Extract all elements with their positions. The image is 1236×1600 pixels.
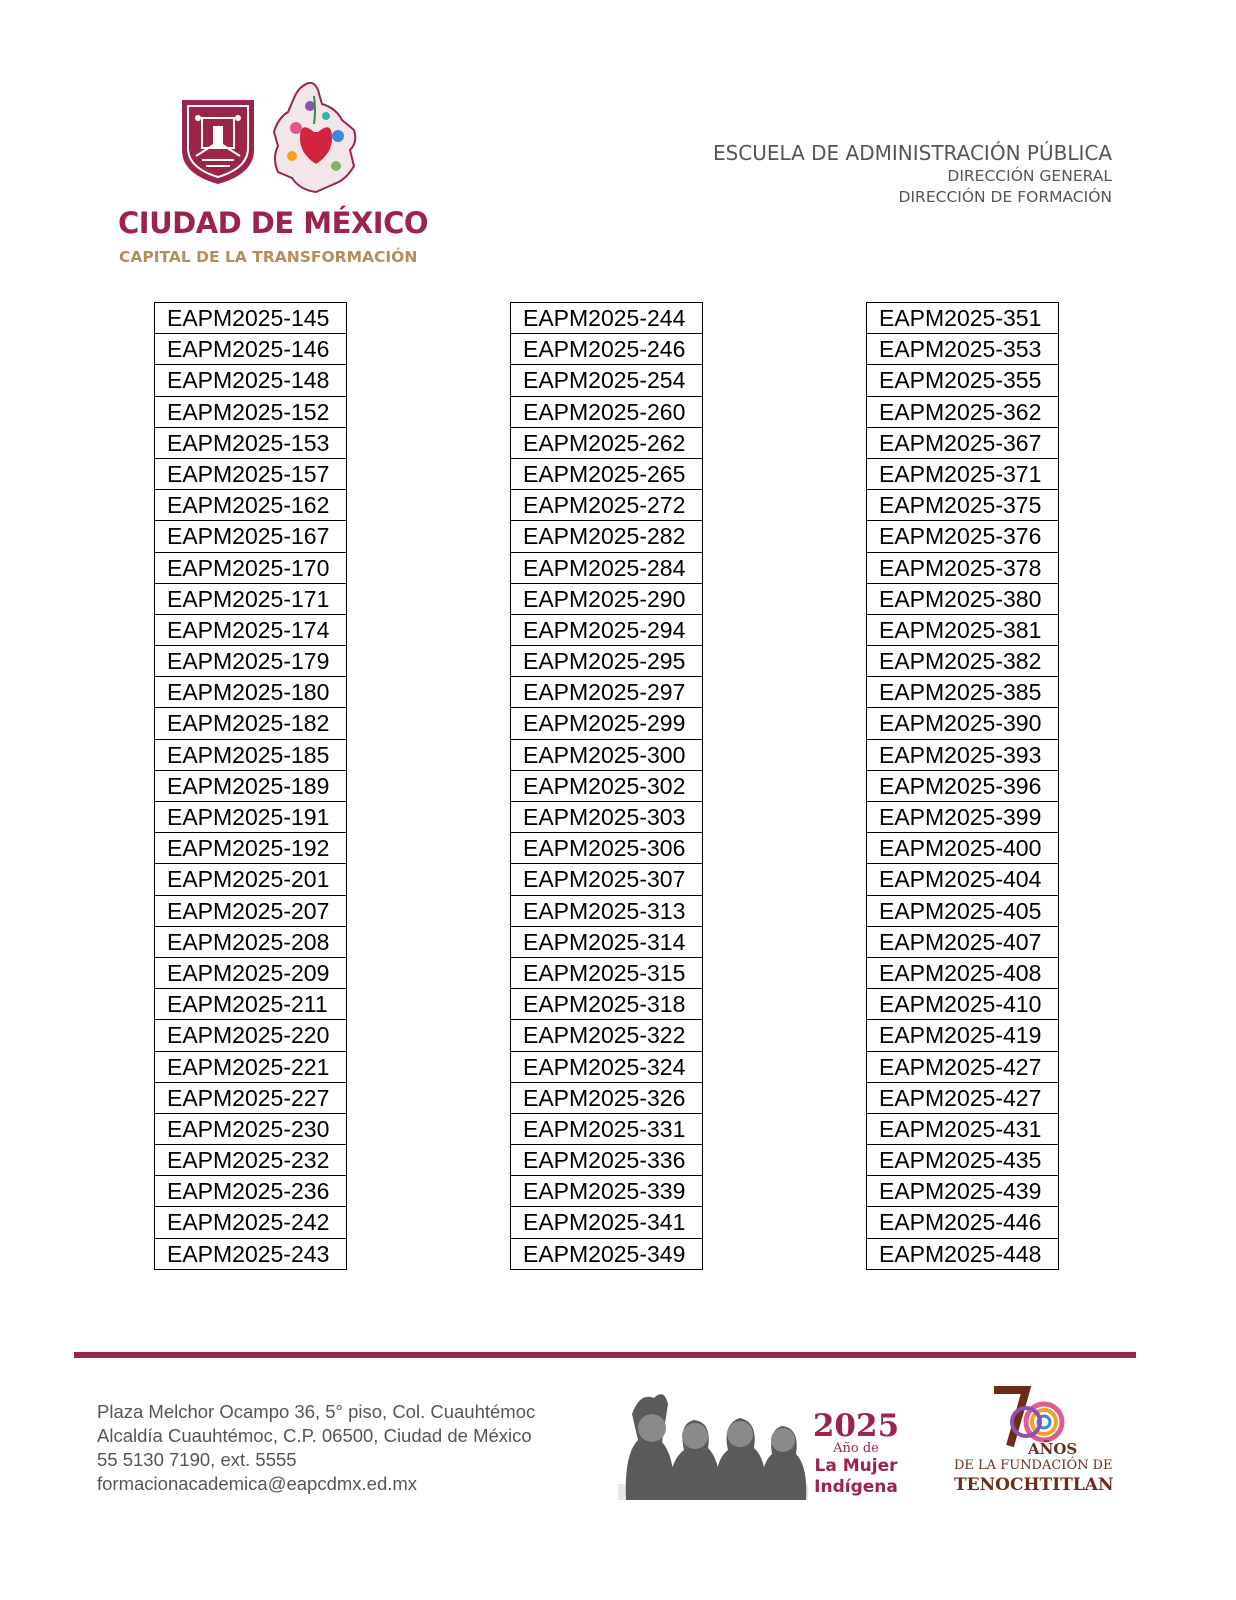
folio-cell: EAPM2025-324 — [511, 1052, 702, 1083]
folio-cell: EAPM2025-174 — [155, 615, 346, 646]
folio-cell: EAPM2025-294 — [511, 615, 702, 646]
footer-divider — [74, 1352, 1136, 1358]
folio-cell: EAPM2025-431 — [867, 1114, 1058, 1145]
folio-cell: EAPM2025-300 — [511, 740, 702, 771]
folio-cell: EAPM2025-284 — [511, 553, 702, 584]
badge-line-3: Indígena — [814, 1477, 898, 1497]
folio-column-2 — [510, 302, 703, 1270]
folio-cell: EAPM2025-326 — [511, 1083, 702, 1114]
folio-cell: EAPM2025-355 — [867, 365, 1058, 396]
folio-cell: EAPM2025-232 — [155, 1145, 346, 1176]
folio-cell: EAPM2025-405 — [867, 896, 1058, 927]
folio-cell: EAPM2025-171 — [155, 584, 346, 615]
badge-line-1: Año de — [833, 1441, 879, 1456]
folio-cell: EAPM2025-191 — [155, 802, 346, 833]
folio-cell: EAPM2025-339 — [511, 1176, 702, 1207]
indigenous-women-portraits-image — [618, 1384, 808, 1500]
cdmx-map-emblem-icon — [270, 80, 358, 194]
folio-cell: EAPM2025-313 — [511, 896, 702, 927]
folio-cell: EAPM2025-189 — [155, 771, 346, 802]
folio-cell: EAPM2025-290 — [511, 584, 702, 615]
folio-cell: EAPM2025-303 — [511, 802, 702, 833]
badge-line-2: La Mujer — [814, 1456, 898, 1476]
institution-header — [713, 140, 1112, 208]
folio-cell: EAPM2025-207 — [155, 896, 346, 927]
folio-cell: EAPM2025-446 — [867, 1207, 1058, 1238]
city-name: CIUDAD DE MÉXICO — [118, 206, 429, 240]
anniversary-line-3: TENOCHTITLAN — [954, 1475, 1114, 1495]
folio-cell: EAPM2025-185 — [155, 740, 346, 771]
folio-cell: EAPM2025-322 — [511, 1020, 702, 1051]
folio-cell: EAPM2025-385 — [867, 677, 1058, 708]
folio-cell: EAPM2025-353 — [867, 334, 1058, 365]
folio-cell: EAPM2025-318 — [511, 989, 702, 1020]
address-line-2: Alcaldía Cuauhtémoc, C.P. 06500, Ciudad de México — [97, 1425, 532, 1446]
folio-cell: EAPM2025-404 — [867, 864, 1058, 895]
folio-cell: EAPM2025-439 — [867, 1176, 1058, 1207]
folio-cell: EAPM2025-167 — [155, 521, 346, 552]
folio-cell: EAPM2025-302 — [511, 771, 702, 802]
folio-cell: EAPM2025-182 — [155, 708, 346, 739]
folio-cell: EAPM2025-153 — [155, 428, 346, 459]
folio-cell: EAPM2025-244 — [511, 303, 702, 334]
folio-cell: EAPM2025-375 — [867, 490, 1058, 521]
folio-cell: EAPM2025-390 — [867, 708, 1058, 739]
folio-cell: EAPM2025-208 — [155, 927, 346, 958]
folio-cell: EAPM2025-427 — [867, 1052, 1058, 1083]
folio-cell: EAPM2025-148 — [155, 365, 346, 396]
folio-cell: EAPM2025-380 — [867, 584, 1058, 615]
anniversary-line-2: DE LA FUNDACIÓN DE — [954, 1458, 1113, 1473]
folio-cell: EAPM2025-220 — [155, 1020, 346, 1051]
folio-cell: EAPM2025-295 — [511, 646, 702, 677]
folio-cell: EAPM2025-408 — [867, 958, 1058, 989]
folio-cell: EAPM2025-341 — [511, 1207, 702, 1238]
folio-cell: EAPM2025-180 — [155, 677, 346, 708]
folio-cell: EAPM2025-381 — [867, 615, 1058, 646]
folio-cell: EAPM2025-399 — [867, 802, 1058, 833]
city-tagline: CAPITAL DE LA TRANSFORMACIÓN — [119, 248, 418, 266]
folio-cell: EAPM2025-297 — [511, 677, 702, 708]
folio-cell: EAPM2025-427 — [867, 1083, 1058, 1114]
contact-address — [97, 1400, 535, 1496]
email-address: formacionacademica@eapcdmx.ed.mx — [97, 1473, 418, 1494]
cdmx-shield-icon — [180, 98, 256, 186]
folio-cell: EAPM2025-371 — [867, 459, 1058, 490]
folio-cell: EAPM2025-162 — [155, 490, 346, 521]
folio-cell: EAPM2025-349 — [511, 1239, 702, 1270]
folio-cell: EAPM2025-242 — [155, 1207, 346, 1238]
folio-cell: EAPM2025-201 — [155, 864, 346, 895]
folio-cell: EAPM2025-367 — [867, 428, 1058, 459]
folio-cell: EAPM2025-152 — [155, 397, 346, 428]
folio-cell: EAPM2025-362 — [867, 397, 1058, 428]
folio-cell: EAPM2025-170 — [155, 553, 346, 584]
folio-cell: EAPM2025-227 — [155, 1083, 346, 1114]
badge-year: 2025 — [812, 1408, 900, 1444]
folio-cell: EAPM2025-400 — [867, 833, 1058, 864]
folio-cell: EAPM2025-336 — [511, 1145, 702, 1176]
folio-column-3 — [866, 302, 1059, 1270]
folio-cell: EAPM2025-376 — [867, 521, 1058, 552]
folio-cell: EAPM2025-236 — [155, 1176, 346, 1207]
folio-cell: EAPM2025-254 — [511, 365, 702, 396]
folio-cell: EAPM2025-265 — [511, 459, 702, 490]
folio-cell: EAPM2025-315 — [511, 958, 702, 989]
cdmx-logo — [118, 78, 428, 278]
folio-cell: EAPM2025-299 — [511, 708, 702, 739]
folio-cell: EAPM2025-221 — [155, 1052, 346, 1083]
department-formacion: DIRECCIÓN DE FORMACIÓN — [898, 188, 1112, 206]
folio-cell: EAPM2025-146 — [155, 334, 346, 365]
folio-cell: EAPM2025-306 — [511, 833, 702, 864]
folio-cell: EAPM2025-272 — [511, 490, 702, 521]
folio-cell: EAPM2025-246 — [511, 334, 702, 365]
tenochtitlan-anniversary-logo — [950, 1384, 1120, 1500]
folio-cell: EAPM2025-230 — [155, 1114, 346, 1145]
folio-cell: EAPM2025-179 — [155, 646, 346, 677]
folio-cell: EAPM2025-393 — [867, 740, 1058, 771]
folio-cell: EAPM2025-351 — [867, 303, 1058, 334]
institution-name: ESCUELA DE ADMINISTRACIÓN PÚBLICA — [712, 141, 1112, 165]
folio-cell: EAPM2025-192 — [155, 833, 346, 864]
department-general: DIRECCIÓN GENERAL — [947, 167, 1112, 185]
folio-cell: EAPM2025-282 — [511, 521, 702, 552]
address-line-1: Plaza Melchor Ocampo 36, 5° piso, Col. Cuauhtémoc — [97, 1401, 536, 1422]
folio-column-1 — [154, 302, 347, 1270]
folio-cell: EAPM2025-448 — [867, 1239, 1058, 1270]
folio-cell: EAPM2025-419 — [867, 1020, 1058, 1051]
folio-cell: EAPM2025-314 — [511, 927, 702, 958]
folio-cell: EAPM2025-407 — [867, 927, 1058, 958]
folio-cell: EAPM2025-145 — [155, 303, 346, 334]
folio-cell: EAPM2025-307 — [511, 864, 702, 895]
folio-cell: EAPM2025-243 — [155, 1239, 346, 1270]
folio-cell: EAPM2025-262 — [511, 428, 702, 459]
anniversary-line-1: AÑOS — [1028, 1440, 1078, 1458]
folio-cell: EAPM2025-260 — [511, 397, 702, 428]
phone-number: 55 5130 7190, ext. 5555 — [97, 1449, 297, 1470]
folio-cell: EAPM2025-435 — [867, 1145, 1058, 1176]
folio-cell: EAPM2025-382 — [867, 646, 1058, 677]
folio-cell: EAPM2025-211 — [155, 989, 346, 1020]
folio-cell: EAPM2025-331 — [511, 1114, 702, 1145]
year-woman-indigenous-badge — [810, 1410, 902, 1498]
folio-cell: EAPM2025-157 — [155, 459, 346, 490]
folio-cell: EAPM2025-410 — [867, 989, 1058, 1020]
folio-cell: EAPM2025-209 — [155, 958, 346, 989]
folio-cell: EAPM2025-378 — [867, 553, 1058, 584]
folio-cell: EAPM2025-396 — [867, 771, 1058, 802]
